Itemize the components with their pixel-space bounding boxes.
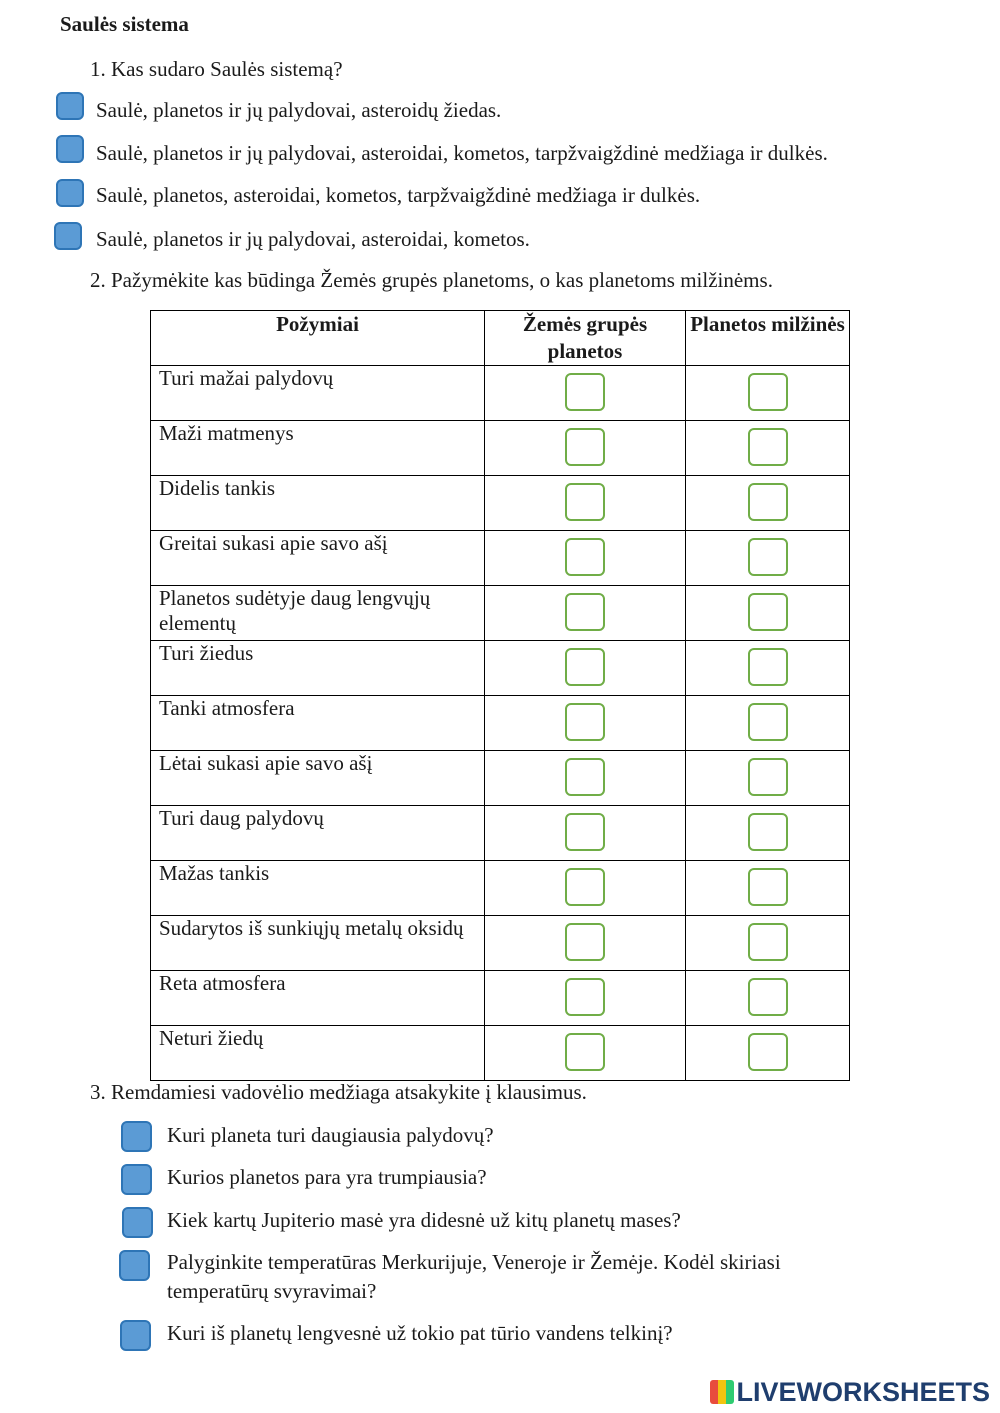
q3-answer-box-1[interactable] bbox=[121, 1121, 152, 1152]
property-label: Reta atmosfera bbox=[151, 971, 485, 1026]
table-row bbox=[151, 531, 850, 586]
giant-checkbox[interactable] bbox=[748, 868, 788, 906]
q1-answer-box-4[interactable] bbox=[54, 222, 82, 250]
terrestrial-checkbox[interactable] bbox=[565, 593, 605, 631]
terrestrial-checkbox[interactable] bbox=[565, 1033, 605, 1071]
property-label: Greitai sukasi apie savo ašį bbox=[151, 531, 485, 586]
worksheet-title: Saulės sistema bbox=[60, 12, 189, 36]
terrestrial-checkbox[interactable] bbox=[565, 923, 605, 961]
q3-item-4: Palyginkite temperatūras Merkurijuje, Veneroje ir Žemėje. Kodėl skiriasi temperatūrų svyravimai? bbox=[167, 1250, 781, 1303]
property-label: Mažas tankis bbox=[151, 861, 485, 916]
terrestrial-checkbox[interactable] bbox=[565, 373, 605, 411]
q3-answer-box-2[interactable] bbox=[121, 1164, 152, 1195]
terrestrial-checkbox[interactable] bbox=[565, 813, 605, 851]
table-row bbox=[151, 861, 850, 916]
properties-table bbox=[150, 310, 850, 1081]
header-terrestrial: Žemės grupės planetos bbox=[485, 311, 686, 366]
terrestrial-checkbox[interactable] bbox=[565, 703, 605, 741]
property-label: Maži matmenys bbox=[151, 421, 485, 476]
q3-answer-box-4[interactable] bbox=[119, 1250, 150, 1281]
q3-answer-box-5[interactable] bbox=[120, 1320, 151, 1351]
table-row bbox=[151, 696, 850, 751]
terrestrial-checkbox[interactable] bbox=[565, 648, 605, 686]
giant-checkbox[interactable] bbox=[748, 978, 788, 1016]
property-label: Turi žiedus bbox=[151, 641, 485, 696]
giant-checkbox[interactable] bbox=[748, 758, 788, 796]
property-label: Tanki atmosfera bbox=[151, 696, 485, 751]
terrestrial-checkbox[interactable] bbox=[565, 978, 605, 1016]
table-row bbox=[151, 421, 850, 476]
q1-option-1: Saulė, planetos ir jų palydovai, asteroidų žiedas. bbox=[96, 98, 502, 122]
terrestrial-checkbox[interactable] bbox=[565, 758, 605, 796]
logo-text: LIVEWORKSHEETS bbox=[736, 1377, 990, 1407]
table-row bbox=[151, 916, 850, 971]
q1-answer-box-1[interactable] bbox=[56, 92, 84, 120]
giant-checkbox[interactable] bbox=[748, 373, 788, 411]
header-giants: Planetos milžinės bbox=[686, 311, 850, 366]
liveworksheets-logo-icon bbox=[710, 1380, 734, 1404]
table-row bbox=[151, 751, 850, 806]
giant-checkbox[interactable] bbox=[748, 923, 788, 961]
table-row bbox=[151, 641, 850, 696]
terrestrial-checkbox[interactable] bbox=[565, 428, 605, 466]
giant-checkbox[interactable] bbox=[748, 1033, 788, 1071]
q3-item-2: Kurios planetos para yra trumpiausia? bbox=[167, 1165, 487, 1189]
q1-answer-box-3[interactable] bbox=[56, 179, 84, 207]
table-row bbox=[151, 971, 850, 1026]
q3-answer-box-3[interactable] bbox=[122, 1207, 153, 1238]
giant-checkbox[interactable] bbox=[748, 648, 788, 686]
table-row bbox=[151, 806, 850, 861]
table-row bbox=[151, 366, 850, 421]
q1-answer-box-2[interactable] bbox=[56, 135, 84, 163]
question-3: 3. Remdamiesi vadovėlio medžiaga atsakykite į klausimus. bbox=[90, 1080, 587, 1104]
property-label: Didelis tankis bbox=[151, 476, 485, 531]
giant-checkbox[interactable] bbox=[748, 538, 788, 576]
property-label: Sudarytos iš sunkiųjų metalų oksidų bbox=[151, 916, 485, 971]
property-label: Turi mažai palydovų bbox=[151, 366, 485, 421]
giant-checkbox[interactable] bbox=[748, 593, 788, 631]
header-properties: Požymiai bbox=[151, 311, 485, 366]
terrestrial-checkbox[interactable] bbox=[565, 483, 605, 521]
q1-option-4: Saulė, planetos ir jų palydovai, asteroidai, kometos. bbox=[96, 227, 530, 251]
terrestrial-checkbox[interactable] bbox=[565, 538, 605, 576]
table-row bbox=[151, 1026, 850, 1081]
giant-checkbox[interactable] bbox=[748, 428, 788, 466]
property-label: Lėtai sukasi apie savo ašį bbox=[151, 751, 485, 806]
giant-checkbox[interactable] bbox=[748, 483, 788, 521]
question-2: 2. Pažymėkite kas būdinga Žemės grupės planetoms, o kas planetoms milžinėms. bbox=[90, 268, 773, 292]
q1-option-3: Saulė, planetos, asteroidai, kometos, tarpžvaigždinė medžiaga ir dulkės. bbox=[96, 183, 701, 207]
table-row bbox=[151, 476, 850, 531]
giant-checkbox[interactable] bbox=[748, 703, 788, 741]
q1-option-2: Saulė, planetos ir jų palydovai, asteroidai, kometos, tarpžvaigždinė medžiaga ir dulkės. bbox=[96, 141, 828, 165]
liveworksheets-logo bbox=[710, 1377, 990, 1408]
property-label: Turi daug palydovų bbox=[151, 806, 485, 861]
property-label: Neturi žiedų bbox=[151, 1026, 485, 1081]
question-1: 1. Kas sudaro Saulės sistemą? bbox=[90, 57, 343, 81]
q3-item-5: Kuri iš planetų lengvesnė už tokio pat tūrio vandens telkinį? bbox=[167, 1321, 673, 1345]
terrestrial-checkbox[interactable] bbox=[565, 868, 605, 906]
property-label: Planetos sudėtyje daug lengvųjų elementų bbox=[151, 586, 485, 641]
table-row bbox=[151, 586, 850, 641]
q3-item-1: Kuri planeta turi daugiausia palydovų? bbox=[167, 1123, 494, 1147]
giant-checkbox[interactable] bbox=[748, 813, 788, 851]
q3-item-3: Kiek kartų Jupiterio masė yra didesnė už kitų planetų mases? bbox=[167, 1208, 681, 1232]
